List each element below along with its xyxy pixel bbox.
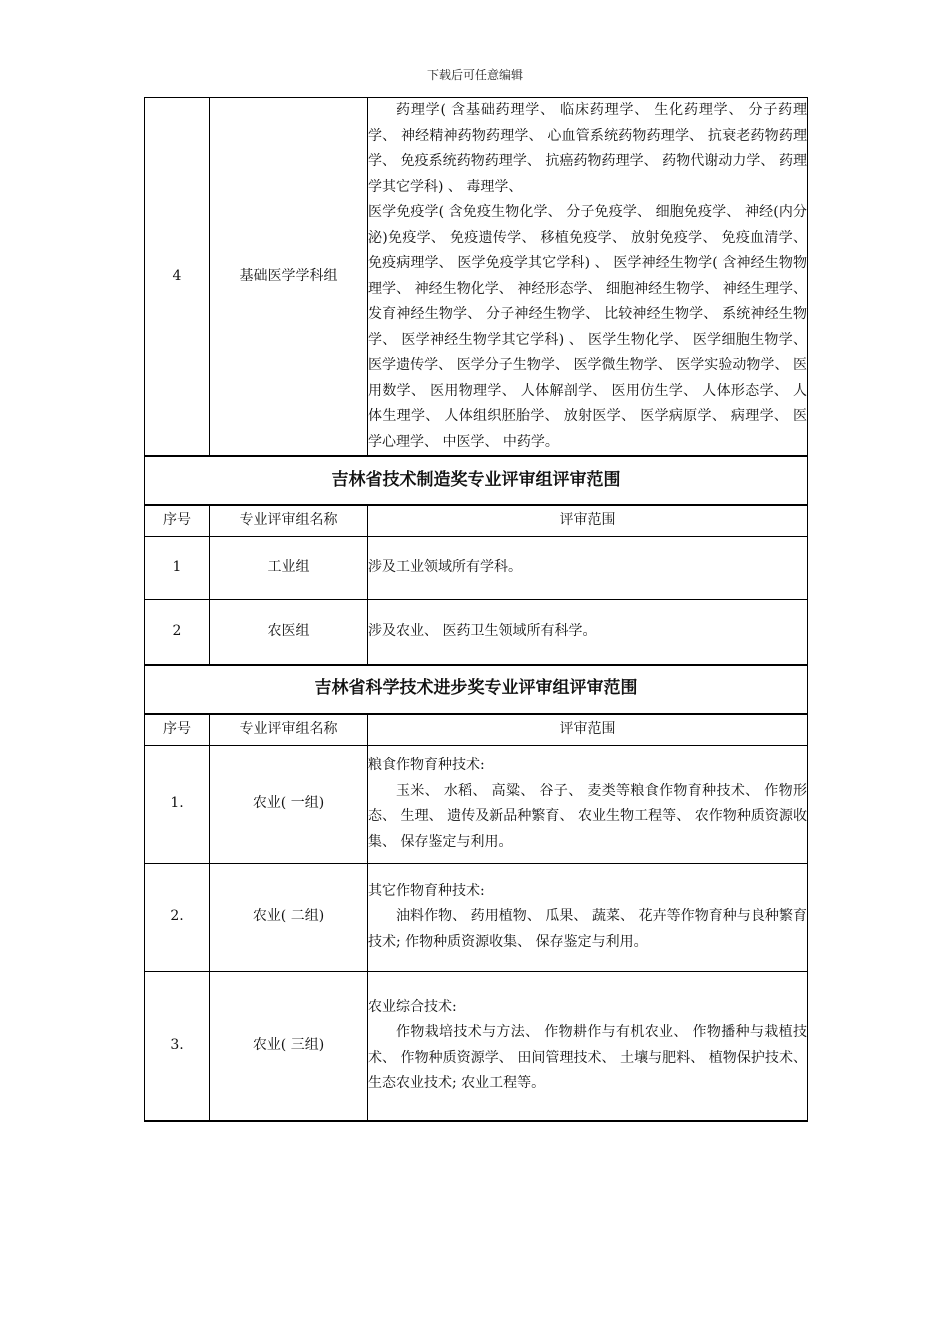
group-name: 农业( 二组) bbox=[210, 863, 368, 971]
scope-paragraph: 医学免疫学( 含免疫生物化学、 分子免疫学、 细胞免疫学、 神经(内分泌)免疫学、 免疫遗传学、 移植免疫学、 放射免疫学、 免疫血清学、 免疫病理学、 医学免疫学其它学科) 、 医学神经生物学( 含神经生物物理学、 神经生物化学、 神经形态学、 细胞神经生物学、 神经生理学、 发育神经生物学、 分子神经生物学、 比较神经生物学、 系统神经生物学、 医学神经生物学其它学科) 、 医学生物化学、 医学细胞生物学、 医学遗传学、 医学分子生物学、 医学微生物学、 医学实验动物学、 医用数学、 医用物理学、 人体解剖学、 医用仿生学、 人体形态学、 人体生理学、 人体组织胚胎学、 放射医学、 医学病原学、 病理学、 医学心理学、 中医学、 中药学。 bbox=[368, 204, 807, 450]
scope-cell: 涉及工业领域所有学科。 bbox=[368, 537, 808, 600]
scope-heading: 农业综合技术: bbox=[368, 998, 457, 1015]
scope-cell: 涉及农业、 医药卫生领域所有科学。 bbox=[368, 600, 808, 665]
table-row bbox=[145, 971, 808, 1121]
row-number: 4 bbox=[145, 98, 210, 457]
section-title-row bbox=[145, 665, 808, 714]
scope-cell bbox=[368, 971, 808, 1121]
table-row bbox=[145, 600, 808, 665]
row-number: 2. bbox=[145, 863, 210, 971]
group-name: 农业( 一组) bbox=[210, 745, 368, 863]
table-row bbox=[145, 537, 808, 600]
section-title: 吉林省技术制造奖专业评审组评审范围 bbox=[145, 456, 808, 505]
scope-cell bbox=[368, 863, 808, 971]
column-header-scope: 评审范围 bbox=[368, 714, 808, 746]
scope-cell bbox=[368, 745, 808, 863]
scope-body: 油料作物、 药用植物、 瓜果、 蔬菜、 花卉等作物育种与良种繁育技术; 作物种质资源收集、 保存鉴定与利用。 bbox=[368, 908, 807, 950]
header-note: 下载后可任意编辑 bbox=[426, 68, 523, 82]
scope-table bbox=[144, 97, 808, 1122]
table-row-basic-medicine bbox=[145, 98, 808, 457]
column-header-row bbox=[145, 714, 808, 746]
group-name: 农医组 bbox=[210, 600, 368, 665]
scope-heading: 其它作物育种技术: bbox=[368, 882, 485, 899]
row-number: 3. bbox=[145, 971, 210, 1121]
column-header-group: 专业评审组名称 bbox=[210, 505, 368, 537]
group-name: 基础医学学科组 bbox=[210, 98, 368, 457]
column-header-row bbox=[145, 505, 808, 537]
row-number: 2 bbox=[145, 600, 210, 665]
group-name: 农业( 三组) bbox=[210, 971, 368, 1121]
section-title-row bbox=[145, 456, 808, 505]
scope-heading: 粮食作物育种技术: bbox=[368, 757, 485, 773]
row-number: 1. bbox=[145, 745, 210, 863]
row-number: 1 bbox=[145, 537, 210, 600]
table-row bbox=[145, 745, 808, 863]
section-title: 吉林省科学技术进步奖专业评审组评审范围 bbox=[145, 665, 808, 714]
column-header-group: 专业评审组名称 bbox=[210, 714, 368, 746]
scope-paragraph: 药理学( 含基础药理学、 临床药理学、 生化药理学、 分子药理学、 神经精神药物药理学、 心血管系统药物药理学、 抗衰老药物药理学、 免疫系统药物药理学、 抗癌药物药理学、 药物代谢动力学、 药理学其它学科) 、 毒理学、 bbox=[368, 102, 807, 195]
scope-body: 作物栽培技术与方法、 作物耕作与有机农业、 作物播种与栽植技术、 作物种质资源学、 田间管理技术、 土壤与肥料、 植物保护技术、 生态农业技术; 农业工程等。 bbox=[368, 1024, 807, 1092]
column-header-number: 序号 bbox=[145, 714, 210, 746]
group-name: 工业组 bbox=[210, 537, 368, 600]
scope-cell bbox=[368, 98, 808, 457]
table-row bbox=[145, 863, 808, 971]
scope-body: 玉米、 水稻、 高粱、 谷子、 麦类等粮食作物育种技术、 作物形态、 生理、 遗传及新品种繁育、 农业生物工程等、 农作物种质资源收集、 保存鉴定与利用。 bbox=[368, 782, 807, 850]
column-header-scope: 评审范围 bbox=[368, 505, 808, 537]
column-header-number: 序号 bbox=[145, 505, 210, 537]
